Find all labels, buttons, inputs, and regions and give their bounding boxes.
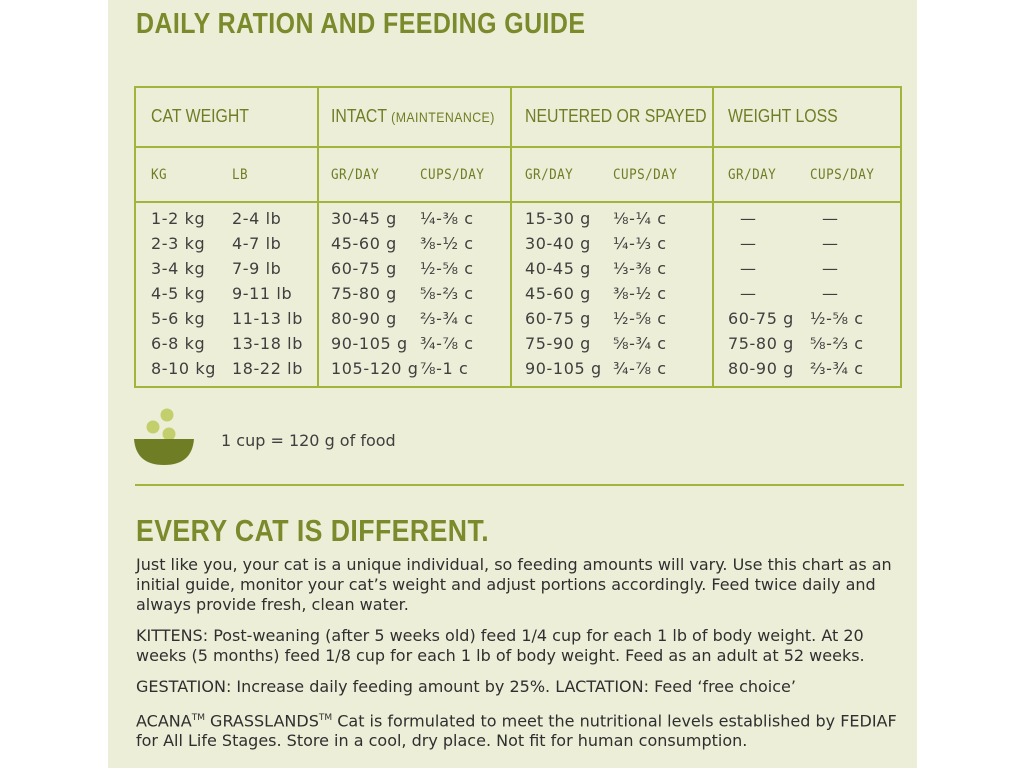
cup-conversion-note: 1 cup = 120 g of food [221, 431, 396, 450]
trademark-mark: TM [191, 713, 205, 723]
cell-intact-cups: ⅝-⅔ c [420, 284, 474, 303]
header-intact [331, 106, 495, 127]
cell-loss-gr: 75-80 g [728, 334, 794, 353]
subheader-neutered-gr: GR/DAY [525, 167, 574, 183]
cell-intact-gr: 75-80 g [331, 284, 397, 303]
column-divider [510, 88, 512, 386]
gestation-paragraph: GESTATION: Increase daily feeding amount by 25%. LACTATION: Feed ‘free choice’ [136, 677, 796, 696]
cell-loss-cups: ½-⅝ c [810, 309, 864, 328]
header-intact-sub: (MAINTENANCE) [391, 109, 495, 125]
cell-intact-cups: ¾-⅞ c [420, 334, 474, 353]
cell-loss-gr: — [740, 259, 757, 278]
cell-neutered-cups: ½-⅝ c [613, 309, 667, 328]
kibble-icon [163, 428, 176, 441]
subheader-loss-gr: GR/DAY [728, 167, 777, 183]
kibble-icon [147, 421, 160, 434]
cell-neutered-gr: 90-105 g [525, 359, 602, 378]
cell-loss-gr: — [740, 284, 757, 303]
cell-loss-cups: ⅔-¾ c [810, 359, 864, 378]
cell-kg: 8-10 kg [151, 359, 217, 378]
cell-loss-gr: — [740, 209, 757, 228]
trademark-mark: TM [318, 713, 333, 723]
acana-paragraph [136, 708, 906, 751]
cell-lb: 7-9 lb [232, 259, 282, 278]
cell-kg: 1-2 kg [151, 209, 206, 228]
row-divider [136, 201, 900, 203]
subheader-intact-gr: GR/DAY [331, 167, 380, 183]
cell-kg: 5-6 kg [151, 309, 206, 328]
cell-neutered-cups: ⅓-⅜ c [613, 259, 667, 278]
cell-neutered-cups: ⅝-¾ c [613, 334, 667, 353]
cell-loss-cups: — [822, 234, 839, 253]
header-neutered: NEUTERED OR SPAYED [525, 106, 707, 126]
cell-intact-gr: 90-105 g [331, 334, 408, 353]
cell-neutered-gr: 60-75 g [525, 309, 591, 328]
cell-intact-gr: 105-120 g [331, 359, 419, 378]
cell-loss-cups: — [822, 259, 839, 278]
intro-paragraph: Just like you, your cat is a unique individual, so feeding amounts will vary. Use this chart as an initial guide, monitor your cat’s weight and adjust portions accordingly. Feed twice daily and always provide fresh, clean water. [136, 555, 892, 614]
cell-lb: 13-18 lb [232, 334, 303, 353]
cell-loss-gr: — [740, 234, 757, 253]
cell-lb: 4-7 lb [232, 234, 282, 253]
cell-neutered-gr: 30-40 g [525, 234, 591, 253]
cell-lb: 2-4 lb [232, 209, 282, 228]
cell-loss-cups: ⅝-⅔ c [810, 334, 864, 353]
food-bowl-icon [132, 405, 200, 467]
subheader-lb: LB [232, 167, 249, 183]
cell-loss-gr: 80-90 g [728, 359, 794, 378]
kibble-icon [161, 409, 174, 422]
cell-neutered-gr: 75-90 g [525, 334, 591, 353]
cell-intact-gr: 30-45 g [331, 209, 397, 228]
cell-loss-gr: 60-75 g [728, 309, 794, 328]
cell-kg: 4-5 kg [151, 284, 206, 303]
cell-intact-cups: ⅔-¾ c [420, 309, 474, 328]
header-weight-loss: WEIGHT LOSS [728, 106, 838, 126]
acana-description: Cat is formulated to meet the nutritional levels established by FEDIAF for All Life Stages. Store in a cool, dry place. Not fit for human consumption. [136, 711, 897, 751]
cell-intact-cups: ½-⅝ c [420, 259, 474, 278]
cell-lb: 11-13 lb [232, 309, 303, 328]
column-divider [317, 88, 319, 386]
bowl-icon [134, 439, 194, 465]
section-title: EVERY CAT IS DIFFERENT. [136, 513, 490, 548]
header-intact-label: INTACT [331, 106, 387, 126]
cell-intact-gr: 80-90 g [331, 309, 397, 328]
section-divider [135, 484, 904, 486]
cell-neutered-cups: ¾-⅞ c [613, 359, 667, 378]
kittens-paragraph: KITTENS: Post-weaning (after 5 weeks old) feed 1/4 cup for each 1 lb of body weight. At 20 weeks (5 months) feed 1/8 cup for each 1 lb of body weight. Feed as an adult at 52 weeks. [136, 626, 865, 665]
cell-intact-gr: 45-60 g [331, 234, 397, 253]
header-cat-weight: CAT WEIGHT [151, 106, 249, 126]
cell-neutered-cups: ⅛-¼ c [613, 209, 667, 228]
subheader-kg: KG [151, 167, 168, 183]
acana-brand: ACANA [136, 711, 192, 731]
subheader-neutered-cups: CUPS/DAY [613, 167, 678, 183]
subheader-intact-cups: CUPS/DAY [420, 167, 485, 183]
cell-kg: 6-8 kg [151, 334, 206, 353]
cell-intact-gr: 60-75 g [331, 259, 397, 278]
cell-loss-cups: — [822, 209, 839, 228]
grasslands-brand: GRASSLANDS [204, 711, 319, 731]
cell-neutered-gr: 15-30 g [525, 209, 591, 228]
feeding-table [134, 86, 902, 388]
cell-neutered-gr: 45-60 g [525, 284, 591, 303]
cell-intact-cups: ⅞-1 c [420, 359, 469, 378]
cell-kg: 3-4 kg [151, 259, 206, 278]
column-divider [712, 88, 714, 386]
page-title: DAILY RATION AND FEEDING GUIDE [136, 8, 586, 40]
cell-intact-cups: ¼-⅜ c [420, 209, 474, 228]
cell-loss-cups: — [822, 284, 839, 303]
cell-lb: 18-22 lb [232, 359, 303, 378]
row-divider [136, 146, 900, 148]
cell-neutered-cups: ¼-⅓ c [613, 234, 667, 253]
subheader-loss-cups: CUPS/DAY [810, 167, 875, 183]
cell-lb: 9-11 lb [232, 284, 293, 303]
cell-neutered-gr: 40-45 g [525, 259, 591, 278]
cell-intact-cups: ⅜-½ c [420, 234, 474, 253]
cell-kg: 2-3 kg [151, 234, 206, 253]
cell-neutered-cups: ⅜-½ c [613, 284, 667, 303]
